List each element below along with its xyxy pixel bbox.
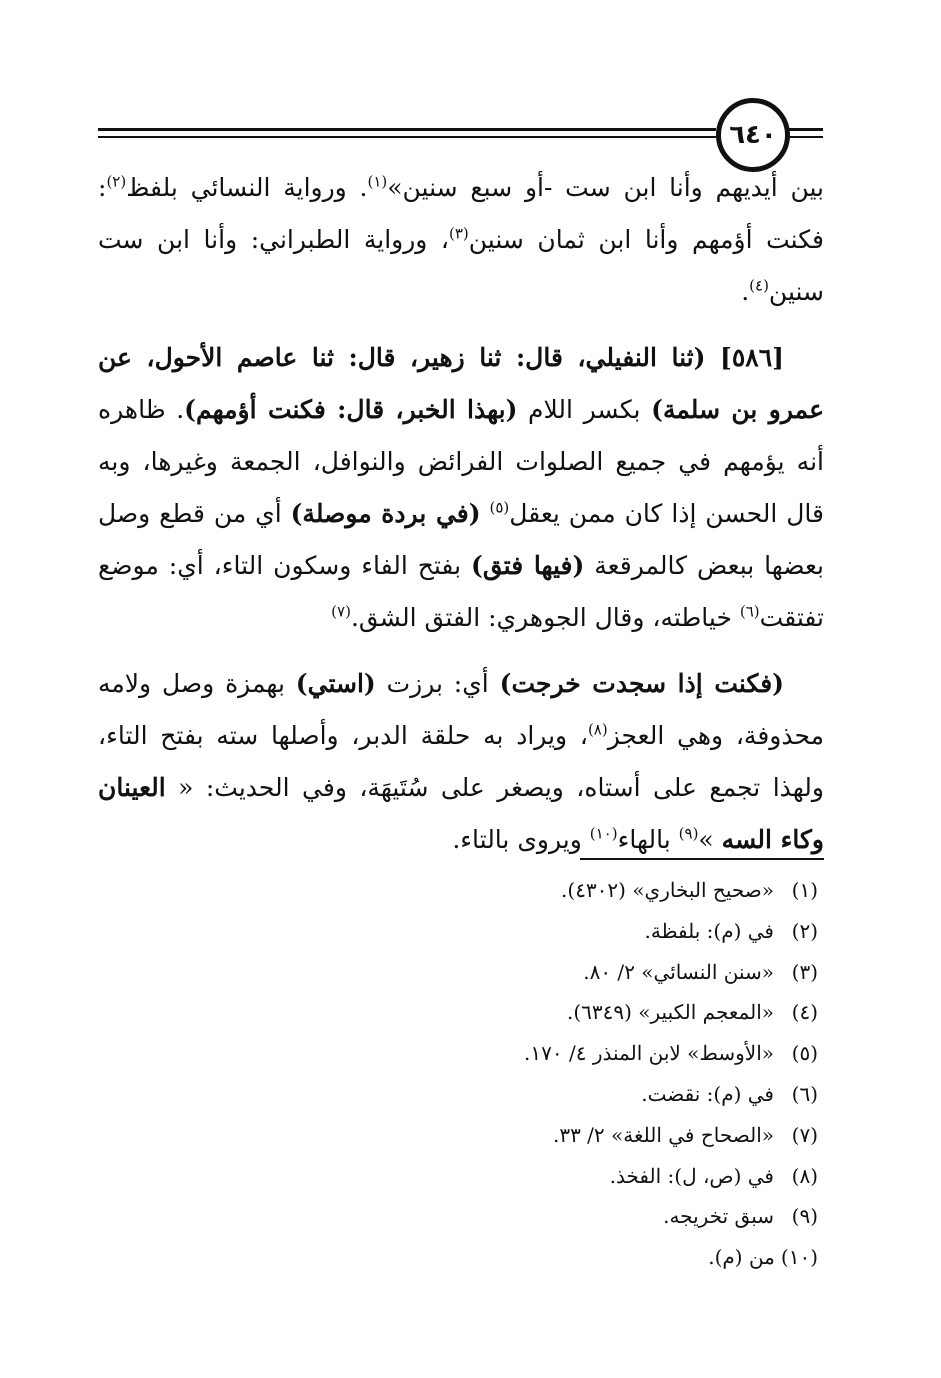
footnote-item (98, 870, 822, 911)
text-run: ، ويراد به حلقة الدبر، وأصلها سته بفتح التاء، ولهذا تجمع على أستاه، ويصغر على سُتَيهَة، وفي الحديث: « (98, 721, 824, 802)
footnote-text: سبق تخريجه. (663, 1204, 774, 1229)
text-run: أي: برزت (375, 669, 500, 698)
text-run: : فكنت أؤمهم وأنا ابن ثمان سنين (98, 173, 824, 254)
bold-text: (في بردة موصلة) (290, 499, 481, 528)
footnote-item (98, 992, 822, 1033)
footnote-text: «الصحاح في اللغة» ٢/ ٣٣. (552, 1122, 774, 1147)
footnote-number: (٦) (791, 1081, 818, 1106)
text-run: ، ورواية الطبراني: وأنا ابن ست سنين (98, 225, 824, 306)
footnote-text: في (م): بلفظة. (644, 918, 774, 943)
page-number: ٦٤٠ (716, 98, 790, 172)
text-run: أي من قطع وصل بعضها ببعض كالمرقعة (98, 499, 824, 580)
footnote-ref[interactable]: (٧) (331, 602, 351, 621)
footnote-number: (٨) (791, 1163, 818, 1188)
text-run: خياطته، وقال الجوهري: الفتق الشق. (350, 603, 740, 632)
bold-text: (فكنت إذا سجدت خرجت) (499, 669, 784, 698)
footnote-number: (٣) (791, 959, 818, 984)
footnote-item (98, 952, 822, 993)
footnote-text: «صحيح البخاري» (٤٣٠٢). (561, 878, 774, 902)
footnote-number: (١) (791, 878, 818, 902)
footnote-number: (١٠) (780, 1245, 818, 1270)
header-rule (789, 136, 823, 138)
text-run: ويروى بالتاء. (452, 825, 590, 854)
footnote-text: في (م): نقضت. (641, 1081, 774, 1106)
footnote-text: «الأوسط» لابن المنذر ٤/ ١٧٠. (524, 1041, 774, 1066)
text-run: . ظاهره أنه يؤمهم في جميع الصلوات الفرائض والنوافل، الجمعة وغيرها، وبه قال الحسن إذا كان ممن يعقل (98, 395, 824, 528)
text-run (481, 499, 490, 528)
footnote-item (98, 1196, 822, 1237)
footnote-separator (580, 858, 824, 860)
bold-text: [٥٨٦] (ثنا النفيلي، قال: ثنا زهير، قال: ثنا عاصم الأحول، عن عمرو بن سلمة) (98, 343, 825, 424)
text-run: بالهاء (617, 825, 679, 854)
text-run: بكسر اللام (517, 395, 652, 424)
footnote-item (98, 1237, 822, 1278)
footnote-number: (٥) (791, 1041, 818, 1066)
header-rule (98, 136, 716, 138)
footnote-ref[interactable]: (٩) (678, 824, 699, 843)
footnote-text: في (ص، ل): الفخذ. (609, 1163, 774, 1188)
text-run: بين أيديهم وأنا ابن ست -أو سبع سنين» (387, 173, 824, 202)
footnote-item (98, 1156, 822, 1197)
footnote-text: «المعجم الكبير» (٦٣٤٩). (566, 1000, 774, 1025)
bold-text: العينان وكاء السه (98, 773, 824, 854)
text-run: . (741, 277, 750, 306)
footnote-number: (٤) (791, 1000, 818, 1025)
footnote-ref[interactable]: (١) (367, 172, 388, 191)
text-run: » (698, 825, 722, 854)
bold-text: (بهذا الخبر، قال: فكنت أؤمهم) (184, 395, 518, 424)
footnote-ref[interactable]: (٢) (106, 172, 127, 191)
text-run: . ورواية النسائي بلفظ (126, 173, 368, 202)
paragraph (98, 658, 824, 866)
footnote-number: (٧) (791, 1122, 818, 1147)
footnote-ref[interactable]: (٥) (489, 498, 510, 517)
footnote-text: من (م). (708, 1245, 775, 1270)
paragraph (98, 162, 824, 318)
footnote-text: «سنن النسائي» ٢/ ٨٠. (583, 959, 774, 984)
footnote-ref[interactable]: (٤) (749, 276, 769, 295)
header-rule (98, 128, 716, 131)
footnote-number: (٩) (791, 1204, 818, 1229)
footnotes (98, 870, 822, 1278)
paragraph (98, 332, 824, 644)
footnote-ref[interactable]: (٦) (739, 602, 760, 621)
footnote-ref[interactable]: (٣) (449, 224, 469, 243)
main-text (98, 162, 824, 880)
footnote-item (98, 1033, 822, 1074)
footnote-number: (٢) (791, 918, 818, 943)
bold-text: (فيها فتق) (470, 551, 585, 580)
footnote-item (98, 1115, 822, 1156)
text-run: بهمزة وصل ولامه محذوفة، وهي العجز (98, 669, 824, 750)
header-rule (789, 128, 823, 131)
footnote-ref[interactable]: (١٠) (589, 824, 618, 843)
footnote-ref[interactable]: (٨) (587, 720, 608, 739)
text-run: بفتح الفاء وسكون التاء، أي: موضع تفتقت (98, 551, 824, 632)
bold-text: (استي) (295, 669, 376, 698)
footnote-item (98, 911, 822, 952)
footnote-item (98, 1074, 822, 1115)
